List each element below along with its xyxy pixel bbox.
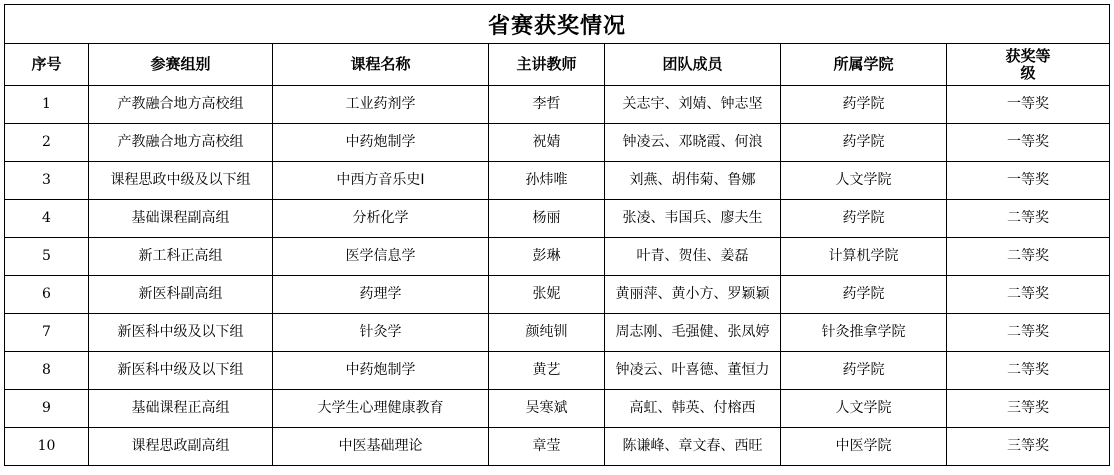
award-level: 二等奖 <box>947 314 1110 352</box>
competition-group: 新医科中级及以下组 <box>89 352 273 390</box>
header-no: 序号 <box>5 44 89 86</box>
lead-teacher: 杨丽 <box>489 200 605 238</box>
lead-teacher: 颜纯钏 <box>489 314 605 352</box>
table-title: 省赛获奖情况 <box>5 5 1110 44</box>
team-members: 关志宇、刘婧、钟志坚 <box>605 86 781 124</box>
college: 药学院 <box>781 352 947 390</box>
row-number: 3 <box>5 162 89 200</box>
header-team: 团队成员 <box>605 44 781 86</box>
header-college: 所属学院 <box>781 44 947 86</box>
table-row <box>5 352 1110 390</box>
college: 中医学院 <box>781 428 947 466</box>
lead-teacher: 李哲 <box>489 86 605 124</box>
competition-group: 新工科正高组 <box>89 238 273 276</box>
course-name: 中药炮制学 <box>273 352 489 390</box>
college: 药学院 <box>781 124 947 162</box>
lead-teacher: 祝婧 <box>489 124 605 162</box>
row-number: 1 <box>5 86 89 124</box>
lead-teacher: 彭琳 <box>489 238 605 276</box>
row-number: 10 <box>5 428 89 466</box>
table-row <box>5 200 1110 238</box>
award-level: 一等奖 <box>947 124 1110 162</box>
awards-table-container <box>4 4 1110 466</box>
college: 药学院 <box>781 200 947 238</box>
row-number: 4 <box>5 200 89 238</box>
course-name: 中医基础理论 <box>273 428 489 466</box>
table-row <box>5 124 1110 162</box>
row-number: 8 <box>5 352 89 390</box>
header-award: 获奖等级 <box>947 44 1110 86</box>
row-number: 5 <box>5 238 89 276</box>
award-level: 一等奖 <box>947 162 1110 200</box>
team-members: 张凌、韦国兵、廖夫生 <box>605 200 781 238</box>
course-name: 工业药剂学 <box>273 86 489 124</box>
competition-group: 基础课程副高组 <box>89 200 273 238</box>
course-name: 大学生心理健康教育 <box>273 390 489 428</box>
competition-group: 课程思政中级及以下组 <box>89 162 273 200</box>
award-level: 二等奖 <box>947 352 1110 390</box>
course-name: 医学信息学 <box>273 238 489 276</box>
table-row <box>5 86 1110 124</box>
header-teacher: 主讲教师 <box>489 44 605 86</box>
competition-group: 新医科副高组 <box>89 276 273 314</box>
team-members: 刘燕、胡伟菊、鲁娜 <box>605 162 781 200</box>
competition-group: 课程思政副高组 <box>89 428 273 466</box>
table-row <box>5 314 1110 352</box>
team-members: 陈谦峰、章文春、西旺 <box>605 428 781 466</box>
table-row <box>5 162 1110 200</box>
course-name: 药理学 <box>273 276 489 314</box>
competition-group: 产教融合地方高校组 <box>89 86 273 124</box>
course-name: 分析化学 <box>273 200 489 238</box>
row-number: 7 <box>5 314 89 352</box>
competition-group: 基础课程正高组 <box>89 390 273 428</box>
row-number: 6 <box>5 276 89 314</box>
award-level: 一等奖 <box>947 86 1110 124</box>
course-name: 针灸学 <box>273 314 489 352</box>
lead-teacher: 吴寒斌 <box>489 390 605 428</box>
award-level: 三等奖 <box>947 428 1110 466</box>
lead-teacher: 章莹 <box>489 428 605 466</box>
competition-group: 产教融合地方高校组 <box>89 124 273 162</box>
table-row <box>5 238 1110 276</box>
award-level: 二等奖 <box>947 200 1110 238</box>
lead-teacher: 黄艺 <box>489 352 605 390</box>
table-row <box>5 428 1110 466</box>
team-members: 周志刚、毛强健、张凤婷 <box>605 314 781 352</box>
lead-teacher: 张妮 <box>489 276 605 314</box>
row-number: 9 <box>5 390 89 428</box>
college: 人文学院 <box>781 162 947 200</box>
award-level: 三等奖 <box>947 390 1110 428</box>
header-group: 参赛组别 <box>89 44 273 86</box>
college: 药学院 <box>781 86 947 124</box>
competition-group: 新医科中级及以下组 <box>89 314 273 352</box>
table-row <box>5 276 1110 314</box>
header-row <box>5 44 1110 86</box>
lead-teacher: 孙炜唯 <box>489 162 605 200</box>
team-members: 高虹、韩英、付榕西 <box>605 390 781 428</box>
table-row <box>5 390 1110 428</box>
college: 药学院 <box>781 276 947 314</box>
team-members: 钟凌云、邓晓霞、何浪 <box>605 124 781 162</box>
award-level: 二等奖 <box>947 238 1110 276</box>
team-members: 黄丽萍、黄小方、罗颖颖 <box>605 276 781 314</box>
row-number: 2 <box>5 124 89 162</box>
college: 针灸推拿学院 <box>781 314 947 352</box>
awards-table <box>4 4 1110 466</box>
college: 计算机学院 <box>781 238 947 276</box>
course-name: 中西方音乐史Ⅰ <box>273 162 489 200</box>
team-members: 钟凌云、叶喜德、董恒力 <box>605 352 781 390</box>
team-members: 叶青、贺佳、姜磊 <box>605 238 781 276</box>
header-course: 课程名称 <box>273 44 489 86</box>
award-level: 二等奖 <box>947 276 1110 314</box>
course-name: 中药炮制学 <box>273 124 489 162</box>
college: 人文学院 <box>781 390 947 428</box>
